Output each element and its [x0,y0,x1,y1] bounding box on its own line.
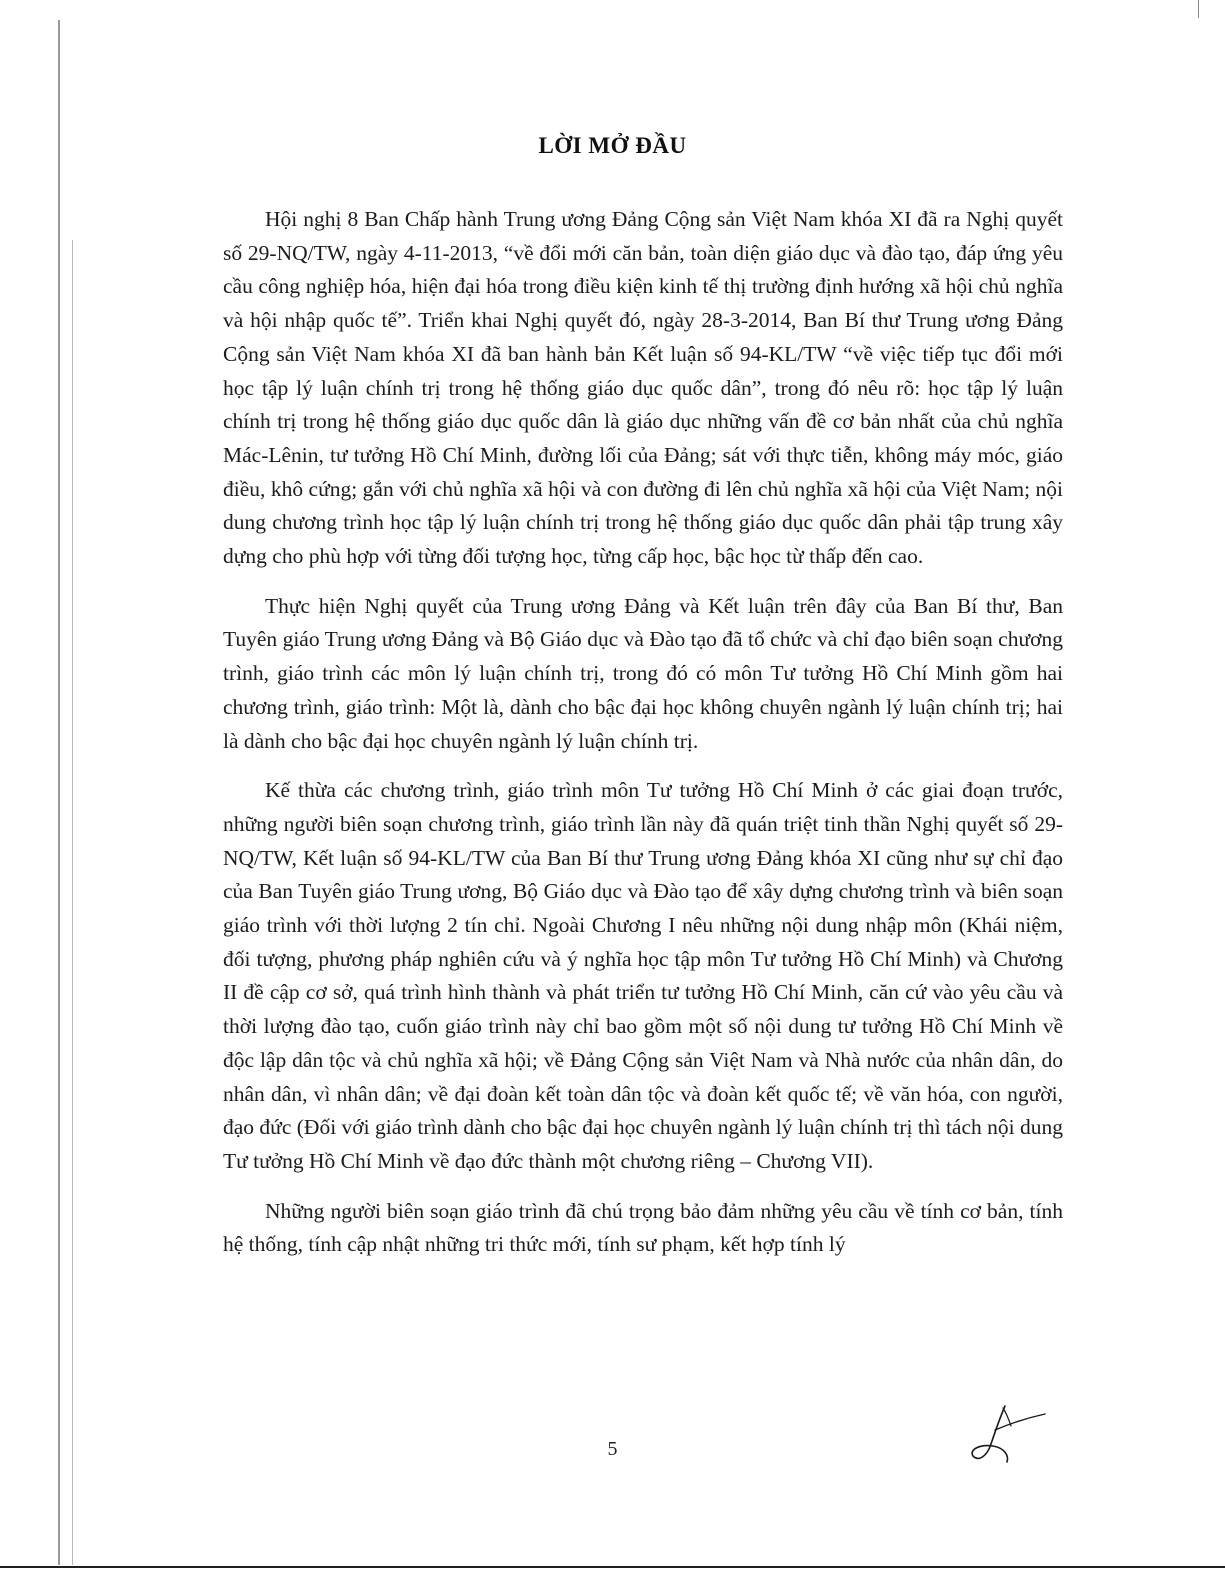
page-number: 5 [607,1438,618,1460]
handwritten-signature [965,1400,1050,1470]
paragraph-4: Những người biên soạn giáo trình đã chú trọng bảo đảm những yêu cầu về tính cơ bản, tính hệ thống, tính cập nhật những tri thức mới, tính sư phạm, kết hợp tính lý [223,1198,1063,1257]
scan-margin-line-inner [72,240,73,1565]
paragraph-2: Thực hiện Nghị quyết của Trung ương Đảng và Kết luận trên đây của Ban Bí thư, Ban Tuyên giáo Trung ương Đảng và Bộ Giáo dục và Đào tạo đã tổ chức và chỉ đạo biên soạn chương trình, giáo trình các môn lý luận chính trị, trong đó có môn Tư tưởng Hồ Chí Minh gồm hai chương trình, giáo trình: Một là, dành cho bậc đại học không chuyên ngành lý luận chính trị; hai là dành cho bậc đại học chuyên ngành lý luận chính trị. [223,593,1063,753]
scan-bottom-edge [0,1566,1225,1568]
paragraph-1: Hội nghị 8 Ban Chấp hành Trung ương Đảng Cộng sản Việt Nam khóa XI đã ra Nghị quyết số 29-NQ/TW, ngày 4-11-2013, “về đổi mới căn bản, toàn diện giáo dục và đào tạo, đáp ứng yêu cầu công nghiệp hóa, hiện đại hóa trong điều kiện kinh tế thị trường định hướng xã hội chủ nghĩa và hội nhập quốc tế”. Triển khai Nghị quyết đó, ngày 28-3-2014, Ban Bí thư Trung ương Đảng Cộng sản Việt Nam khóa XI đã ban hành bản Kết luận số 94-KL/TW “về việc tiếp tục đổi mới học tập lý luận chính trị trong hệ thống giáo dục quốc dân”, trong đó nêu rõ: học tập lý luận chính trị trong hệ thống giáo dục quốc dân là giáo dục những vấn đề cơ bản nhất của chủ nghĩa Mác-Lênin, tư tưởng Hồ Chí Minh, đường lối của Đảng; sát với thực tiễn, không máy móc, giáo điều, khô cứng; gắn với chủ nghĩa xã hội và con đường đi lên chủ nghĩa xã hội của Việt Nam; nội dung chương trình học tập lý luận chính trị trong hệ thống giáo dục quốc dân phải tập trung xây dựng cho phù hợp với từng đối tượng học, từng cấp học, bậc học từ thấp đến cao. [223,207,1063,569]
scan-edge-mark [1198,0,1199,18]
page-title: LỜI MỞ ĐẦU [538,133,687,159]
document-body [223,203,1063,1278]
paragraph-3: Kế thừa các chương trình, giáo trình môn Tư tưởng Hồ Chí Minh ở các giai đoạn trước, những người biên soạn chương trình, giáo trình lần này đã quán triệt tinh thần Nghị quyết số 29-NQ/TW, Kết luận số 94-KL/TW của Ban Bí thư Trung ương Đảng khóa XI cũng như sự chỉ đạo của Ban Tuyên giáo Trung ương, Bộ Giáo dục và Đào tạo để xây dựng chương trình và biên soạn giáo trình với thời lượng 2 tín chỉ. Ngoài Chương I nêu những nội dung nhập môn (Khái niệm, đối tượng, phương pháp nghiên cứu và ý nghĩa học tập môn Tư tưởng Hồ Chí Minh) và Chương II đề cập cơ sở, quá trình hình thành và phát triển tư tưởng Hồ Chí Minh, căn cứ vào yêu cầu và thời lượng đào tạo, cuốn giáo trình này chỉ bao gồm một số nội dung tư tưởng Hồ Chí Minh về độc lập dân tộc và chủ nghĩa xã hội; về Đảng Cộng sản Việt Nam và Nhà nước của nhân dân, do nhân dân, vì nhân dân; về đại đoàn kết toàn dân tộc và đoàn kết quốc tế; về văn hóa, con người, đạo đức (Đối với giáo trình dành cho bậc đại học chuyên ngành lý luận chính trị thì tách nội dung Tư tưởng Hồ Chí Minh về đạo đức thành một chương riêng – Chương VII). [223,778,1063,1173]
scan-margin-line [58,20,60,1565]
